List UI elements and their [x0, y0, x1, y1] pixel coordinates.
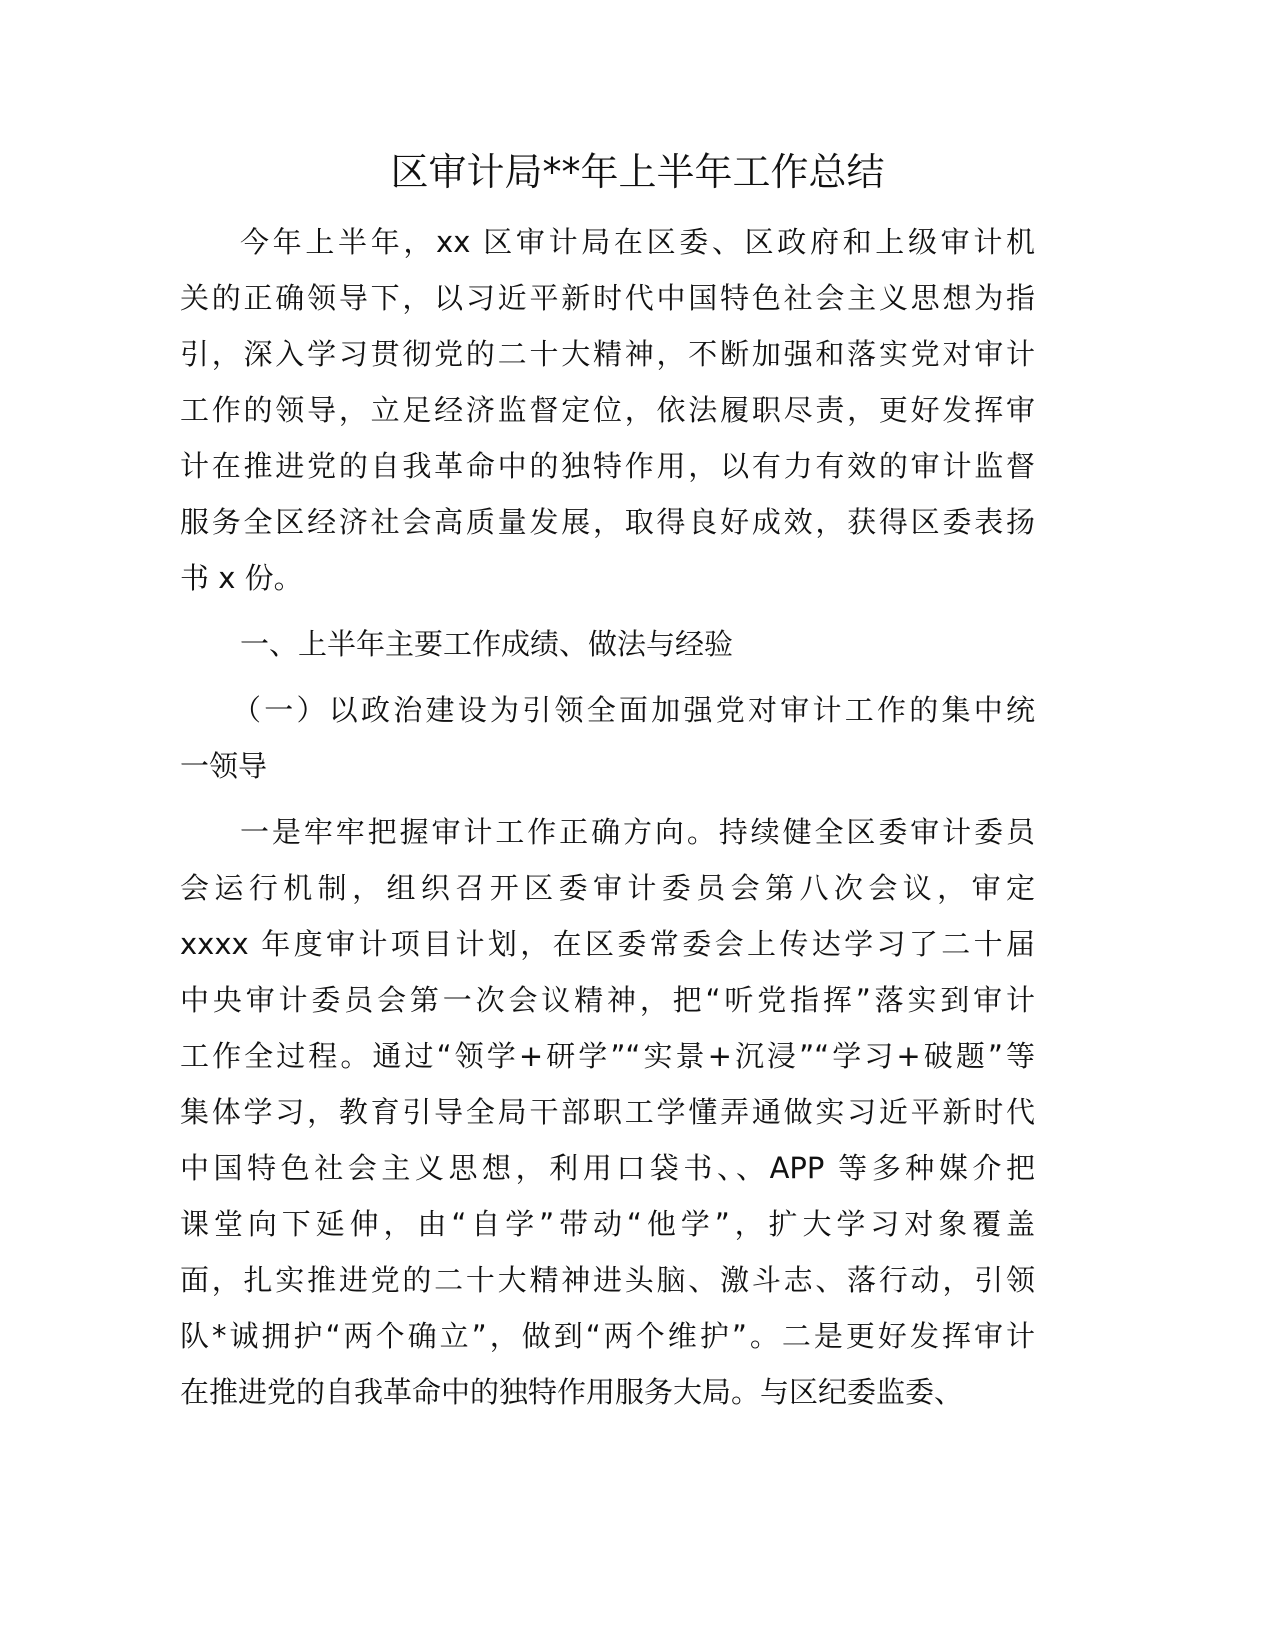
subsection-heading — [180, 682, 1035, 794]
text-line: 课堂向下延伸，由“自学”带动“他学”，扩大学习对象覆盖 — [180, 1207, 1035, 1241]
text-line: 中国特色社会主义思想，利用口袋书、、APP 等多种媒介把 — [180, 1151, 1035, 1185]
text-line: 队*诚拥护“两个确立”，做到“两个维护”。二是更好发挥审计 — [180, 1319, 1035, 1353]
document-title: 区审计局**年上半年工作总结 — [390, 150, 885, 194]
text-line: 在推进党的自我革命中的独特作用服务大局。与区纪委监委、 — [180, 1375, 964, 1409]
text-line: 会运行机制，组织召开区委审计委员会第八次会议，审定 — [180, 871, 1035, 905]
text-line: 集体学习，教育引导全局干部职工学懂弄通做实习近平新时代 — [180, 1095, 1035, 1129]
text-line: 中央审计委员会第一次会议精神，把“听党指挥”落实到审计 — [180, 983, 1035, 1017]
text-line: 引，深入学习贯彻党的二十大精神，不断加强和落实党对审计 — [180, 337, 1035, 371]
text-line: （一）以政治建设为引领全面加强党对审计工作的集中统 — [232, 693, 1035, 727]
text-line: 工作的领导，立足经济监督定位，依法履职尽责，更好发挥审 — [180, 393, 1035, 427]
paragraph — [180, 214, 1035, 606]
text-line: xxxx 年度审计项目计划，在区委常委会上传达学习了二十届 — [180, 927, 1035, 961]
document-body — [180, 214, 1035, 1430]
text-line: 一是牢牢把握审计工作正确方向。持续健全区委审计委员 — [240, 815, 1035, 849]
section-heading — [180, 616, 1035, 672]
text-line: 关的正确领导下，以习近平新时代中国特色社会主义思想为指 — [180, 281, 1035, 315]
paragraph — [180, 804, 1035, 1420]
text-line: 工作全过程。通过“领学+研学”“实景+沉浸”“学习+破题”等 — [180, 1039, 1035, 1073]
text-line: 书 x 份。 — [180, 561, 303, 595]
text-line: 计在推进党的自我革命中的独特作用，以有力有效的审计监督 — [180, 449, 1035, 483]
text-line: 服务全区经济社会高质量发展，取得良好成效，获得区委表扬 — [180, 505, 1035, 539]
text-line: 面，扎实推进党的二十大精神进头脑、激斗志、落行动，引领 — [180, 1263, 1035, 1297]
text-line: 一、上半年主要工作成绩、做法与经验 — [240, 627, 734, 661]
text-line: 一领导 — [180, 749, 268, 783]
text-line: 今年上半年，xx 区审计局在区委、区政府和上级审计机 — [240, 225, 1035, 259]
